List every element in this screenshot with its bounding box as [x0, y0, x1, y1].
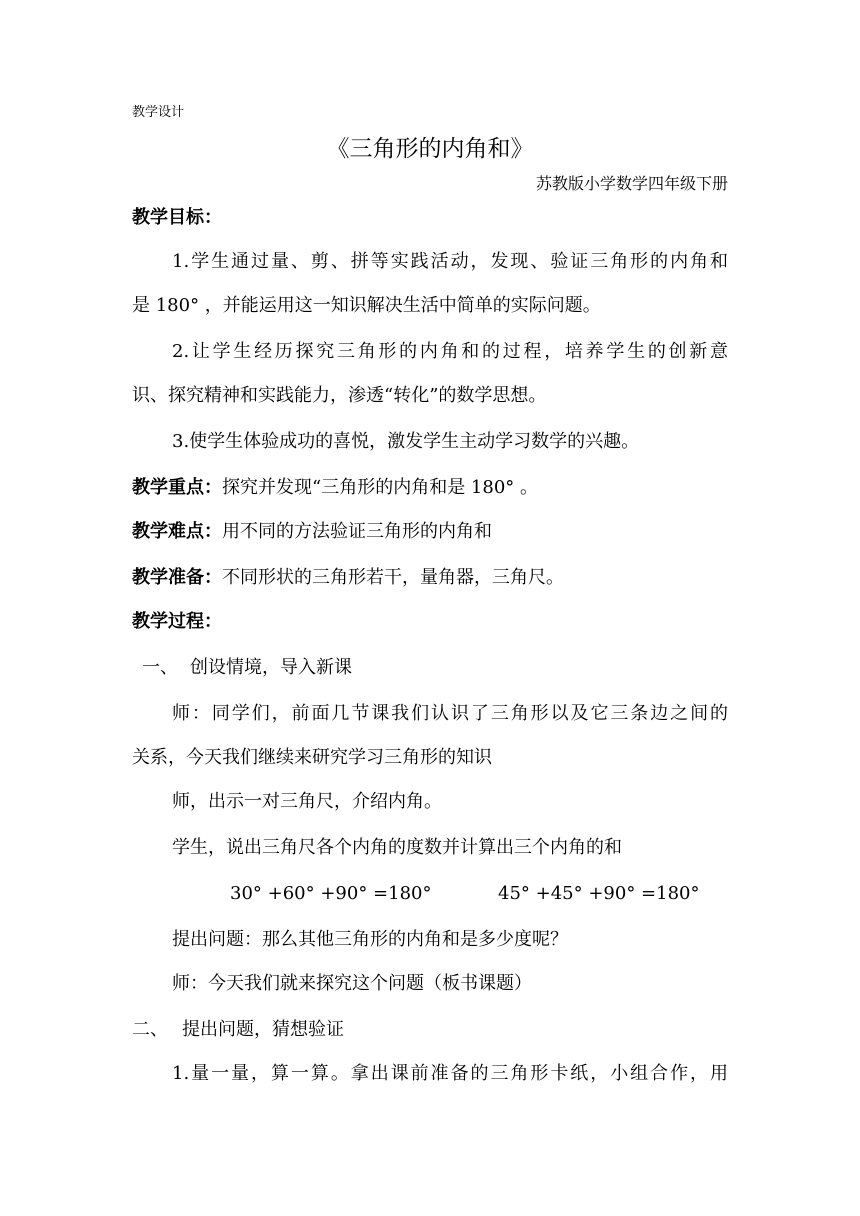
- goals-heading: 教学目标：: [132, 207, 222, 228]
- para6-line1: 1.量一量，算一算。拿出课前准备的三角形卡纸，小组合作，用: [172, 1063, 728, 1084]
- equation-1: 30° +60° +90° =180°: [230, 883, 432, 904]
- section1-title: 创设情境，导入新课: [190, 657, 352, 678]
- process-heading: 教学过程：: [132, 611, 222, 632]
- preparation-text: 不同形状的三角形若干，量角器，三角尺。: [222, 567, 564, 588]
- key-point: [132, 476, 538, 500]
- para1-line2: 关系，今天我们继续来研究学习三角形的知识: [132, 747, 492, 768]
- section2-number: 二、: [132, 1019, 168, 1040]
- doc-title: 《三角形的内角和》: [326, 136, 534, 162]
- difficulty-text: 用不同的方法验证三角形的内角和: [222, 521, 492, 542]
- equation-2: 45° +45° +90° =180°: [498, 883, 700, 904]
- goal1-line1: 1.学生通过量、剪、拼等实践活动，发现、验证三角形的内角和: [172, 251, 728, 272]
- key-point-text: 探究并发现“三角形的内角和是 180° 。: [222, 477, 539, 498]
- para1-line1: 师：同学们，前面几节课我们认识了三角形以及它三条边之间的: [172, 703, 728, 724]
- doc-header: 教学设计: [132, 105, 185, 120]
- para2: 师，出示一对三角尺，介绍内角。: [172, 791, 442, 812]
- goal1-line2: 是 180° ，并能运用这一知识解决生活中简单的实际问题。: [132, 295, 601, 316]
- section1-number: 一、: [142, 657, 178, 678]
- goal3: 3.使学生体验成功的喜悦，激发学生主动学习数学的兴趣。: [172, 431, 640, 452]
- goal2-line2: 识、探究精神和实践能力，渗透“转化”的数学思想。: [132, 385, 547, 406]
- para3: 学生，说出三角尺各个内角的度数并计算出三个内角的和: [172, 837, 622, 858]
- para4: 提出问题：那么其他三角形的内角和是多少度呢？: [172, 929, 568, 950]
- key-point-label: 教学重点：: [132, 477, 222, 498]
- preparation: [132, 566, 564, 590]
- difficulty: [132, 520, 492, 544]
- doc-subtitle: 苏教版小学数学四年级下册: [535, 174, 728, 193]
- goal2-line1: 2.让学生经历探究三角形的内角和的过程，培养学生的创新意: [172, 341, 728, 362]
- section2-title: 提出问题，猜想验证: [182, 1019, 344, 1040]
- preparation-label: 教学准备：: [132, 567, 222, 588]
- para5: 师：今天我们就来探究这个问题（板书课题）: [172, 973, 532, 994]
- difficulty-label: 教学难点：: [132, 521, 222, 542]
